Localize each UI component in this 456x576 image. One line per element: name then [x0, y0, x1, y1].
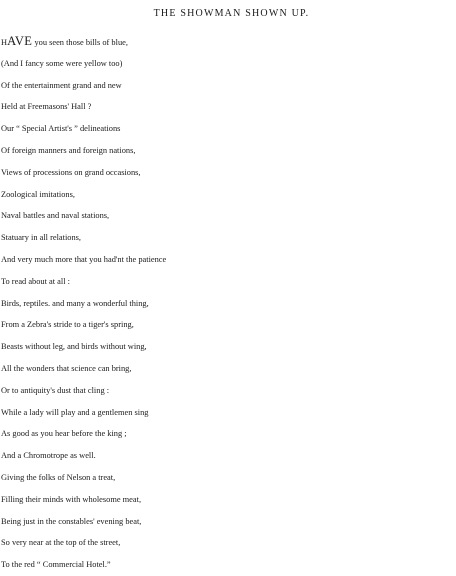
poem-line-16: All the wonders that science can bring,	[1, 363, 132, 373]
poem-line-5: Our “ Special Artist's ” delineations	[1, 124, 121, 134]
poem-line-10: Statuary in all relations,	[1, 233, 82, 243]
poem-line-24: So very near at the top of the street,	[1, 538, 121, 548]
poem-line-19: As good as you hear before the king ;	[1, 429, 127, 439]
poem-line-12: To read about at all :	[1, 276, 70, 286]
poem-body	[1, 31, 456, 576]
poem-line-11: And very much more that you had'nt the patience	[1, 254, 167, 264]
poem-line-15: Beasts without leg, and birds without wing,	[1, 342, 147, 352]
poem-line-3: Of the entertainment grand and new	[1, 80, 122, 90]
poem-line-7: Views of processions on grand occasions,	[1, 167, 141, 177]
poem-title: THE SHOWMAN SHOWN UP.	[153, 8, 310, 19]
first-letter: H	[1, 38, 8, 47]
poem-line-18: While a lady will play and a gentlemen sing	[1, 407, 149, 417]
poem-line-25: To the red “ Commercial Hotel.”	[1, 560, 111, 570]
poem-line-14: From a Zebra's stride to a tiger's spring,	[1, 320, 134, 330]
poem-line-21: Giving the folks of Nelson a treat,	[1, 472, 116, 482]
poem-line-1	[1, 31, 456, 53]
poem-line-4: Held at Freemasons' Hall ?	[1, 102, 92, 112]
poem-line-20: And a Chromotrope as well.	[1, 451, 96, 461]
poem-line-2: (And I fancy some were yellow too)	[1, 58, 123, 68]
poem-line-22: Filling their minds with wholesome meat,	[1, 494, 142, 504]
poem-line-9: Naval battles and naval stations,	[1, 211, 110, 221]
poem-line-8: Zoological imitations,	[1, 189, 75, 199]
poem-line-13: Birds, reptiles. and many a wonderful thing,	[1, 298, 149, 308]
first-word-smallcaps: AVE	[7, 34, 33, 48]
poem-line-17: Or to antiquity's dust that cling :	[1, 385, 110, 395]
poem-line-6: Of foreign manners and foreign nations,	[1, 145, 136, 155]
first-line-rest: you seen those bills of blue,	[32, 38, 128, 47]
poem-line-23: Being just in the constables' evening beat,	[1, 516, 142, 526]
